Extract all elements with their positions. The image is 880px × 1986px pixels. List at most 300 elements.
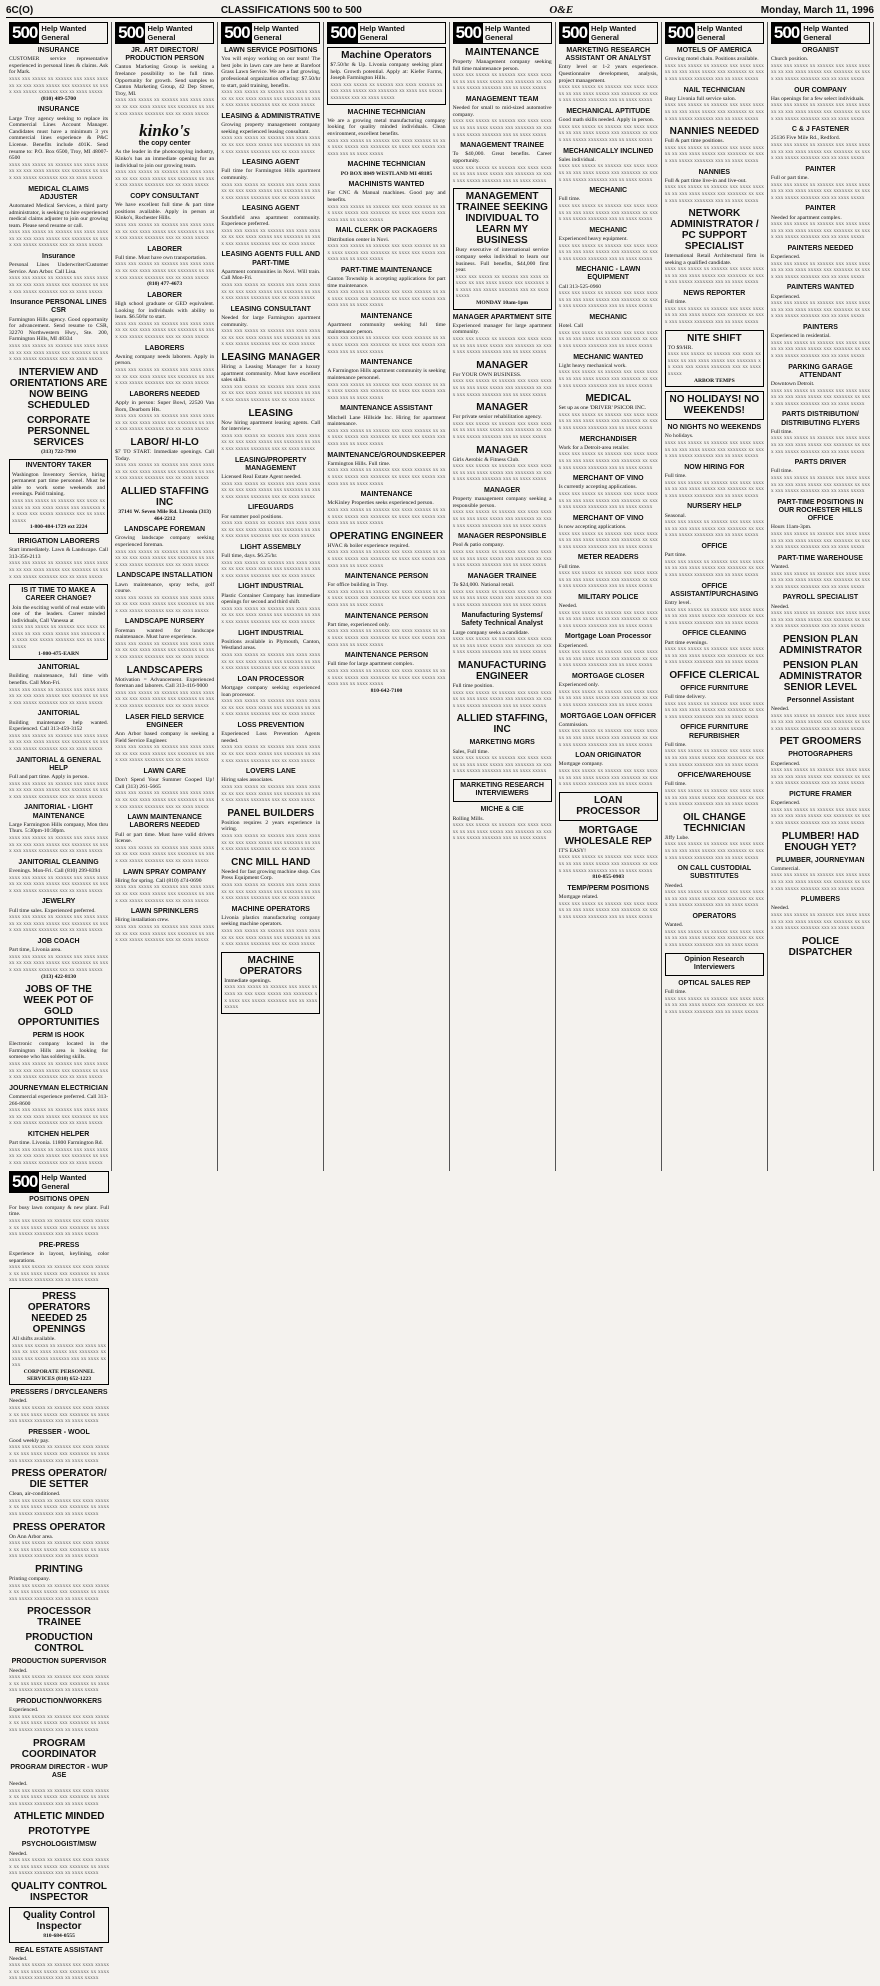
ad-title: MAINTENANCE ASSISTANT xyxy=(340,405,433,413)
ad-body: Hiring installation crew. xyxy=(115,917,170,924)
classified-ad xyxy=(665,330,764,388)
ad-title: JEWELRY xyxy=(41,898,76,906)
ad-fine-print: xxxx xxx xxxxx xx xxxxxx xxx xxxx xxxxxx xx xxx xxxx xxxxx xxx xxxxxxx xx xxxx xxx xxxxx xxxxxxx xxx xx xxxx xxxxx xyxy=(9,686,109,706)
ad-body: Building maintenance help wanted. Experienced. Call 313-459-3152 xyxy=(9,719,109,733)
classified-ad xyxy=(771,634,870,656)
ad-title: MANAGER xyxy=(476,444,528,456)
ad-fine-print: xxxx xxx xxxxx xx xxxxxx xxx xxxx xxxxxx xx xxx xxxx xxxxx xxx xxxxxxx xx xxxx xxx xxxxx xxxxxxx xxx xx xxxx xxxxx xyxy=(330,81,443,101)
masthead xyxy=(6,4,874,18)
ad-fine-print: xxxx xxx xxxxx xx xxxxxx xxx xxxx xxxxxx xx xxx xxxx xxxxx xxx xxxxxxx xx xxxx xxx xxxxx xxxxxxx xxx xx xxxx xxxxx xyxy=(558,900,658,920)
classified-ad xyxy=(115,908,214,944)
ad-body: Good math skills needed. Apply in person. xyxy=(558,117,655,124)
classified-ad xyxy=(771,499,870,551)
classified-ad xyxy=(9,1632,109,1654)
classified-ad xyxy=(771,555,870,591)
ad-contact: MONDAY 10am-1pm xyxy=(476,300,529,307)
ad-body: Part time evenings. xyxy=(664,639,708,646)
ad-title: MANAGEMENT TRAINEE SEEKING INDIVIDUAL TO LEARN MY BUSINESS xyxy=(456,191,548,247)
classified-column xyxy=(6,22,112,1171)
ad-title: MANUFACTURING ENGINEER xyxy=(457,660,547,683)
ad-title: PRESS OPERATOR/ DIE SETTER xyxy=(11,1468,107,1491)
ad-body: Full time for Farmington Hills apartment community. xyxy=(221,168,321,181)
ad-title: PRODUCTION CONTROL xyxy=(25,1632,93,1655)
classified-ad xyxy=(221,504,320,540)
ad-body: Building maintenance, full time with benefits. Call Mon-Fri. xyxy=(9,673,109,687)
classified-ad xyxy=(221,583,320,625)
classified-ad xyxy=(665,583,764,627)
classified-column xyxy=(768,22,874,1171)
classified-ad xyxy=(327,359,445,401)
classified-ad xyxy=(665,913,764,949)
ad-title: MANAGEMENT TEAM xyxy=(465,95,539,103)
ad-fine-print: xxxx xxx xxxxx xx xxxxxx xxx xxxx xxxxxx xx xxx xxxx xxxxx xxx xxxxxxx xx xxxx xxx xxxxx xxxxxxx xxx xx xxxx xxxxx xyxy=(327,588,446,609)
ad-fine-print: xxxx xxx xxxxx xx xxxxxx xxx xxxx xxxxxx xx xxx xxxx xxxxx xxx xxxxxxx xx xxxx xxx xxxxx xxxxxxx xxx xx xxxx xxxxx xyxy=(9,275,109,295)
ad-body: Positions available in Plymouth, Canton, Westland areas. xyxy=(221,638,321,652)
ad-fine-print: xxxx xxx xxxxx xx xxxxxx xxx xxxx xxxxxx xx xxx xxxx xxxxx xxx xxxxxxx xx xxxx xxx xxxxx xxxxxxx xxx xx xxxx xxxxx xyxy=(221,928,321,948)
classified-ad xyxy=(559,108,658,144)
classified-ad xyxy=(9,47,108,102)
classified-ad xyxy=(327,652,445,694)
ad-body: 25136 Five Mile Rd., Redford. xyxy=(770,135,841,142)
ad-body: Entry level or 1-2 years experience. Questionnaire development, analysis, project management. xyxy=(558,64,658,84)
ad-title: PRE-PRESS xyxy=(38,1241,80,1249)
ad-fine-print: xxxx xxx xxxxx xx xxxxxx xxx xxxx xxxxxx xx xxx xxxx xxxxx xxx xxxxxxx xx xxxx xxx xxxxx xxxxxxx xxx xx xxxx xxxxx xyxy=(221,89,321,109)
ad-title: INTERVIEW AND ORIENTATIONS ARE NOW BEING SCHEDULED xyxy=(9,366,108,411)
classified-ad xyxy=(115,193,214,242)
classified-ad xyxy=(327,47,445,105)
ad-title: OPERATING ENGINEER xyxy=(329,530,444,542)
classified-column xyxy=(450,22,556,1171)
classified-ad xyxy=(9,1947,109,1983)
ad-title: MAINTENANCE PERSON xyxy=(344,573,429,581)
ad-fine-print: xxxx xxx xxxxx xx xxxxxx xxx xxxx xxxxxx xx xxx xxxx xxxxx xxx xxxxxxx xx xxxx xxx xxxxx xxxxxxx xxx xx xxxx xxxxx xyxy=(770,260,870,280)
ad-fine-print: xxxx xxx xxxxx xx xxxxxx xxx xxxx xxxxxx xx xxx xxxx xxxxx xxx xxxxxxx xx xxxx xxx xxxxx xxxxxxx xxx xx xxxx xxxxx xyxy=(664,928,764,948)
ad-fine-print: xxxx xxx xxxxx xx xxxxxx xxx xxxx xxxxxx xx xxx xxxx xxxxx xxx xxxxxxx xx xxxx xxx xxxxx xxxxxxx xxx xx xxxx xxxxx xyxy=(664,700,764,720)
ad-title: JANITORIAL xyxy=(37,710,80,718)
section-header xyxy=(9,22,108,44)
ad-body: Mitchell Lane Hillside Inc. Hiring for apartment maintenance. xyxy=(327,414,446,428)
section-label-line1: Help Wanted xyxy=(359,24,405,33)
ad-fine-print: xxxx xxx xxxxx xx xxxxxx xxx xxxx xxxxxx xx xxx xxxx xxxxx xxx xxxxxxx xx xxxx xxx xxxxx xxxxxxx xxx xx xxxx xxxxx xyxy=(558,768,658,788)
ad-title: NO HOLIDAYS! NO WEEKENDS! xyxy=(669,394,760,417)
ad-body: Full time delivery. xyxy=(664,694,706,701)
ad-title: MERCHANDISER xyxy=(579,435,637,443)
ad-title: LIFEGUARDS xyxy=(248,504,294,512)
ad-body: Needed. xyxy=(9,1850,28,1857)
ad-title: PAINTER xyxy=(805,205,836,213)
ad-body: Needed. xyxy=(9,1398,28,1405)
ad-title: OPTICAL SALES REP xyxy=(678,979,751,987)
ad-title: LEASING AGENT xyxy=(242,159,300,167)
ad-contact: ARBOR TEMPS xyxy=(693,377,735,384)
ad-title: LOAN PROCESSOR xyxy=(576,794,641,817)
ad-title: CORPORATE PERSONNEL SERVICES xyxy=(26,414,91,448)
section-label-line1: Help Wanted xyxy=(41,1172,87,1182)
ad-title: INVENTORY TAKER xyxy=(25,462,92,470)
ad-title: MACHINE OPERATORS xyxy=(231,905,310,913)
ad-body: Commercial experience preferred. Call 313-266-8600 xyxy=(9,1094,109,1107)
ad-title: MECHANICALLY INCLINED xyxy=(563,147,654,155)
classified-ad xyxy=(453,739,552,775)
ad-body: Sales, Full time. xyxy=(452,748,489,755)
ad-fine-print: xxxx xxx xxxxx xx xxxxxx xxx xxxx xxxxxx xx xxx xxxx xxxxx xxx xxxxxxx xx xxxx xxx xxxxx xxxxxxx xxx xx xxxx xxxxx xyxy=(452,689,552,709)
ad-fine-print: xxxx xxx xxxxx xx xxxxxx xxx xxxx xxxxxx xx xxx xxxx xxxxx xxx xxxxxxx xx xxxx xxx xxxxx xxxxxxx xxx xx xxxx xxxxx xyxy=(452,548,552,569)
classified-ad xyxy=(771,736,870,747)
classified-ad xyxy=(559,885,658,921)
ad-fine-print: xxxx xxx xxxxx xx xxxxxx xxx xxxx xxxxxx xx xxx xxxx xxxxx xxx xxxxxxx xx xxxx xxx xxxxx xxxxxxx xxx xx xxxx xxxxx xyxy=(452,588,552,608)
ad-fine-print: xxxx xxx xxxxx xx xxxxxx xxx xxxx xxxxxx xx xxx xxxx xxxxx xxx xxxxxxx xx xxxx xxx xxxxx xxxxxxx xxx xx xxxx xxxxx xyxy=(452,636,552,656)
ad-title: Manufacturing Systems/ Safety Technical Analyst xyxy=(461,612,543,628)
ad-fine-print: xxxx xxx xxxxx xx xxxxxx xxx xxxx xxxxxx xx xxx xxxx xxxxx xxx xxxxxxx xx xxxx xxx xxxxx xxxxxxx xxx xx xxxx xxxxx xyxy=(221,135,321,155)
classified-ad xyxy=(771,87,870,123)
ad-contact: (810) 489-5700 xyxy=(41,95,77,102)
ad-body: For busy lawn company & new plant. Full time. xyxy=(9,1204,110,1218)
ad-body: Good weekly pay. xyxy=(9,1437,50,1444)
ad-title: MAINTENANCE xyxy=(360,313,413,321)
ad-fine-print: xxxx xxx xxxxx xx xxxxxx xxx xxxx xxxxxx xx xxx xxxx xxxxx xxx xxxxxxx xx xxxx xxx xxxxx xxxxxxx xxx xx xxxx xxxxx xyxy=(664,889,764,909)
section-label xyxy=(252,23,301,43)
ad-body: Growing property management company seeking experienced leasing consultant. xyxy=(221,122,321,135)
ad-body: Property Management company seeking full time maintenance person. xyxy=(452,59,552,72)
classified-column xyxy=(6,1171,112,1986)
ad-fine-print: xxxx xxx xxxxx xx xxxxxx xxx xxxx xxxxxx xx xxx xxxx xxxxx xxx xxxxxxx xx xxxx xxx xxxxx xxxxxxx xxx xx xxxx xxxxx xyxy=(327,506,446,527)
ad-contact: 810-684-0555 xyxy=(43,1932,75,1939)
ad-fine-print: xxxx xxx xxxxx xx xxxxxx xxx xxxx xxxxxx xx xxx xxxx xxxxx xxx xxxxxxx xx xxxx xxx xxxxx xxxxxxx xxx xx xxxx xxxxx xyxy=(327,203,446,223)
ad-fine-print: xxxx xxx xxxxx xx xxxxxx xxx xxxx xxxxxx xx xxx xxxx xxxxx xxx xxxxxxx xx xxxx xxx xxxxx xxxxxxx xxx xx xxxx xxxxx xyxy=(770,474,870,495)
ad-body: Mortgage company seeking experienced loan processor. xyxy=(221,685,321,698)
classified-ad xyxy=(665,126,764,164)
classified-ad xyxy=(327,573,445,609)
ad-body: Plastic Container Company has immediate openings for second and third shift. xyxy=(221,592,321,606)
ad-fine-print: xxxx xxx xxxxx xx xxxxxx xxx xxxx xxxxxx xx xxx xxxx xxxxx xxx xxxxxxx xx xxxx xxx xxxxx xxxxxxx xxx xx xxxx xxxxx xyxy=(558,728,658,748)
ad-title: PRODUCTION/WORKERS xyxy=(16,1697,102,1705)
ad-title: Insurance xyxy=(42,253,76,261)
ad-title: IRRIGATION LABORERS xyxy=(17,537,100,545)
classified-ad xyxy=(771,831,870,853)
ad-fine-print: xxxx xxx xxxxx xx xxxxxx xxx xxxx xxxxxx xx xxx xxxx xxxxx xxx xxxxxxx xx xxxx xxx xxxxx xxxxxxx xxx xx xxxx xxxxx xyxy=(9,953,109,973)
ad-title: MORTGAGE WHOLESALE REP xyxy=(564,824,652,847)
classified-ad xyxy=(771,245,870,281)
ad-fine-print: xxxx xxx xxxxx xx xxxxxx xxx xxxx xxxxxx xx xxx xxxx xxxxx xxx xxxxxxx xx xxxx xxx xxxxx xxxxxxx xxx xx xxxx xxxxx xyxy=(664,144,764,164)
classified-ad xyxy=(665,169,764,205)
classified-ad xyxy=(9,710,108,752)
ad-body: Busy executive of international service company seeks individual to learn our business. Full benefits, $44,000 first year. xyxy=(455,247,549,274)
ad-fine-print: xxxx xxx xxxxx xx xxxxxx xxx xxxx xxxxxx xx xxx xxxx xxxxx xxx xxxxxxx xx xxxx xxx xxxxx xxxxxxx xxx xx xxxx xxxxx xyxy=(12,624,106,651)
ad-title: PRODUCTION SUPERVISOR xyxy=(11,1658,107,1666)
ad-title: LANDSCAPE INSTALLATION xyxy=(116,572,213,580)
ad-fine-print: xxxx xxx xxxxx xx xxxxxx xxx xxxx xxxxxx xx xxx xxxx xxxxx xxx xxxxxxx xx xxxx xxx xxxxx xxxxxxx xxx xx xxxx xxxxx xyxy=(558,609,658,629)
ad-body: Position requires 2 years experience in wiring. xyxy=(221,819,321,833)
ad-title: ON CALL CUSTODIAL SUBSTITUTES xyxy=(677,865,752,881)
ad-body: Full and part time. Apply in person. xyxy=(9,774,89,781)
ad-fine-print: xxxx xxx xxxxx xx xxxxxx xxx xxxx xxxxxx xx xxx xxxx xxxxx xxx xxxxxxx xx xxxx xxx xxxxx xxxxxxx xxx xx xxxx xxxxx xyxy=(115,594,215,614)
ad-title: Personnel Assistant xyxy=(786,696,854,704)
ad-body: Canton Township is accepting applications for part time maintenance. xyxy=(327,276,446,289)
classified-ad xyxy=(453,779,552,802)
ad-fine-print: xxxx xxx xxxxx xx xxxxxx xxx xxxx xxxxxx xx xxx xxxx xxxxx xxx xxxxxxx xx xxxx xxx xxxxx xxxxxxx xxx xx xxxx xxxxx xyxy=(9,914,109,934)
ad-body: Full time. xyxy=(558,563,581,570)
ad-body: $7 TO START. Immediate openings. Call Today. xyxy=(115,448,215,462)
ad-title: PLUMBERS xyxy=(800,896,841,904)
classified-ad xyxy=(665,812,764,861)
ad-fine-print: xxxx xxx xxxxx xx xxxxxx xxx xxxx xxxxxx xx xxx xxxx xxxxx xxx xxxxxxx xx xxxx xxx xxxxx xxxxxxx xxx xx xxxx xxxxx xyxy=(452,463,552,483)
ad-body: Ann Arbor based company is seeking a Field Service Engineer. xyxy=(115,731,215,744)
ad-body: HVAC & boiler experience required. xyxy=(327,542,410,549)
classified-ad xyxy=(453,573,552,609)
ad-fine-print: xxxx xxx xxxxx xx xxxxxx xxx xxxx xxxxxx xx xxx xxxx xxxxx xxx xxxxxxx xx xxxx xxx xxxxx xxxxxxx xxx xx xxxx xxxxx xyxy=(558,290,658,310)
classified-ad xyxy=(9,1811,109,1822)
classified-ad xyxy=(771,857,870,893)
ad-title: MANAGER APARTMENT SITE xyxy=(452,313,552,321)
ad-body: Full or part time. Must have valid drivers license. xyxy=(115,831,215,845)
ad-body: Set up as one 'DRIVER' PSICOR INC. xyxy=(558,405,646,412)
classified-ad xyxy=(559,633,658,669)
ad-title: PLUMBER, JOURNEYMAN xyxy=(776,856,865,864)
ad-body: Busy Livonia full service salon. xyxy=(664,95,737,102)
ad-title: JR. ART DIRECTOR/ PRODUCTION PERSON xyxy=(125,47,204,63)
ad-body: Growing landscape company seeking experienced foreman. xyxy=(115,535,215,548)
ad-body: Experienced only. xyxy=(558,682,600,689)
ad-body: On Ann Arbor area. xyxy=(9,1533,54,1540)
ad-fine-print: xxxx xxx xxxxx xx xxxxxx xxx xxxx xxxxxx xx xxx xxxx xxxxx xxx xxxxxxx xx xxxx xxx xxxxx xxxxxxx xxx xx xxxx xxxxx xyxy=(452,118,552,138)
classified-ad xyxy=(771,126,870,162)
ad-body: Hiring for spring. Call (810) 474-0690 xyxy=(115,877,202,884)
classified-ad xyxy=(327,161,445,177)
classified-ad xyxy=(115,572,214,614)
ad-body: Call 313-525-0960 xyxy=(558,283,602,290)
ad-title: MACHINE TECHNICIAN xyxy=(347,108,426,116)
classified-ad xyxy=(665,464,764,500)
ad-fine-print: xxxx xxx xxxxx xx xxxxxx xxx xxxx xxxxxx xx xxx xxxx xxxxx xxx xxxxxxx xx xxxx xxx xxxxx xxxxxxx xxx xx xxxx xxxxx xyxy=(115,261,215,281)
ad-title: COPY CONSULTANT xyxy=(130,192,200,200)
ad-title: C & J FASTENER xyxy=(791,126,850,134)
ad-fine-print: xxxx xxx xxxxx xx xxxxxx xxx xxxx xxxxxx xx xxx xxxx xxxxx xxx xxxxxxx xx xxxx xxx xxxxx xxxxxxx xxx xx xxxx xxxxx xyxy=(770,872,870,892)
ad-title: MANAGER TRAINEE xyxy=(467,572,537,580)
ad-title: INSURANCE xyxy=(37,47,80,54)
ad-body: Needed. xyxy=(9,1667,28,1674)
ad-fine-print: xxxx xxx xxxxx xx xxxxxx xxx xxxx xxxxxx xx xxx xxxx xxxxx xxx xxxxxxx xx xxxx xxx xxxxx xxxxxxx xxx xx xxxx xxxxx xyxy=(221,832,321,853)
ad-fine-print: xxxx xxx xxxxx xx xxxxxx xxx xxxx xxxxxx xx xxx xxxx xxxxx xxx xxxxxxx xx xxxx xxx xxxxx xxxxxxx xxx xx xxxx xxxxx xyxy=(664,440,764,460)
ad-title: LAWN MAINTENANCE LABORERS NEEDED xyxy=(127,814,202,830)
ad-body: Lawn maintenance, spray techs, golf course. xyxy=(115,581,215,595)
ad-body: Full time position. xyxy=(452,683,494,690)
ad-title: CNC MILL HAND xyxy=(231,856,311,868)
ad-title: PARKING GARAGE ATTENDANT xyxy=(788,363,853,379)
ad-body: Experienced in residential. xyxy=(770,333,831,340)
ad-title: MORTGAGE LOAN OFFICER xyxy=(560,712,657,720)
ad-title: PET GROOMERS xyxy=(779,736,862,748)
classified-column xyxy=(112,22,218,1171)
ad-title: MARKETING RESEARCH INTERVIEWERS xyxy=(460,782,544,798)
classified-ad xyxy=(665,685,764,721)
paper-name: O&E xyxy=(549,4,574,16)
ad-title: MACHINE TECHNICIAN xyxy=(347,161,426,169)
ad-fine-print: xxxx xxx xxxxx xx xxxxxx xxx xxxx xxxxxx xx xxx xxxx xxxxx xxx xxxxxxx xx xxxx xxx xxxxx xxxxxxx xxx xx xxxx xxxxx xyxy=(558,123,658,143)
ad-title: MERCHANT OF VINO xyxy=(572,475,644,483)
classified-ad xyxy=(771,284,870,320)
classified-ad xyxy=(9,1907,109,1943)
classified-ad xyxy=(221,408,320,453)
ad-body: Part time. Livonia. 11800 Farmington Rd. xyxy=(9,1140,103,1147)
classified-ad xyxy=(115,121,214,189)
ad-title: LABORER xyxy=(147,245,182,253)
ad-fine-print: xxxx xxx xxxxx xx xxxxxx xxx xxxx xxxxxx xx xxx xxxx xxxxx xxx xxxxxxx xx xxxx xxx xxxxx xxxxxxx xxx xx xxxx xxxxx xyxy=(327,668,446,688)
section-number: 500 xyxy=(12,1171,38,1191)
ad-fine-print: xxxx xxx xxxxx xx xxxxxx xxx xxxx xxxxxx xx xxx xxxx xxxxx xxx xxxxxxx xx xxxx xxx xxxxx xxxxxxx xxx xx xxxx xxxxx xyxy=(115,844,215,864)
ad-fine-print: xxxx xxx xxxxx xx xxxxxx xxx xxxx xxxxxx xx xxx xxxx xxxxx xxx xxxxxxx xx xxxx xxx xxxxx xxxxxxx xxx xx xxxx xxxxx xyxy=(452,420,552,440)
classified-ad xyxy=(771,411,870,455)
ad-fine-print: xxxx xxx xxxxx xx xxxxxx xxx xxxx xxxxxx xx xxx xxxx xxxxx xxx xxxxxxx xx xxxx xxx xxxxx xxxxxxx xxx xx xxxx xxxxx xyxy=(221,698,321,718)
ad-title: POSITIONS OPEN xyxy=(29,1195,89,1203)
ad-body: Full or part time. xyxy=(770,174,809,181)
ad-body: You will enjoy working on our team! The best jobs in lawn care are here at Barefoot Grass Lawn Service. We are a fast growing, professional organization offering: $7.50/hr to start, paid training, benefits. xyxy=(221,56,321,89)
ad-fine-print: xxxx xxx xxxxx xx xxxxxx xxx xxxx xxxxxx xx xxx xxxx xxxxx xxx xxxxxxx xx xxxx xxx xxxxx xxxxxxx xxx xx xxxx xxxxx xyxy=(9,161,109,181)
classified-ad xyxy=(771,205,870,241)
classified-ad xyxy=(665,87,764,123)
ad-fine-print: xxxx xxx xxxxx xx xxxxxx xxx xxxx xxxxxx xx xxx xxxx xxxxx xxx xxxxxxx xx xxxx xxx xxxxx xxxxxxx xxx xx xxxx xxxxx xyxy=(221,881,321,902)
ad-title: REAL ESTATE ASSISTANT xyxy=(14,1946,104,1954)
classified-ad xyxy=(665,670,764,681)
ad-fine-print: xxxx xxx xxxxx xx xxxxxx xxx xxxx xxxxxx xx xxx xxxx xxxxx xxx xxxxxxx xx xxxx xxx xxxxx xxxxxxx xxx xx xxxx xxxxx xyxy=(327,137,446,157)
classified-ad xyxy=(559,752,658,788)
ad-body: Commercial. xyxy=(770,865,800,872)
section-header xyxy=(327,22,445,44)
ad-body: High school graduate or GED equivalent. Looking for individuals with ability to learn. $6.50/hr to start. xyxy=(115,301,215,321)
classified-ad xyxy=(327,405,445,447)
ad-title: PRESSER - WOOL xyxy=(28,1428,90,1436)
ad-title: NANNIES NEEDED xyxy=(669,126,760,138)
classified-ad xyxy=(559,187,658,223)
ad-body: Foreman wanted for landscape maintenance. Must have experience. xyxy=(115,627,215,641)
classified-ad xyxy=(221,47,320,109)
classified-ad xyxy=(9,1196,109,1238)
ad-title: ORGANIST xyxy=(801,47,839,54)
ad-body: Farmington Hills agency. Good opportunity for advancement. Send resume to CSR, 32270 Northwestern Hwy., Ste. 200, Farmington Hills, MI 48334 xyxy=(9,316,109,343)
section-label xyxy=(39,1172,88,1192)
ad-fine-print: xxxx xxx xxxxx xx xxxxxx xxx xxxx xxxxxx xx xxx xxxx xxxxx xxx xxxxxxx xx xxxx xxx xxxxx xxxxxxx xxx xx xxxx xxxxx xyxy=(770,712,870,732)
ad-title: NETWORK ADMINISTRATOR / PC SUPPORT SPECIALIST xyxy=(670,208,759,253)
ad-body: Experienced. xyxy=(770,760,801,767)
section-label xyxy=(483,23,532,43)
ad-fine-print: xxxx xxx xxxxx xx xxxxxx xxx xxxx xxxxxx xx xxx xxxx xxxxx xxx xxxxxxx xx xxxx xxx xxxxx xxxxxxx xxx xx xxxx xxxxx xyxy=(221,181,321,201)
section-header xyxy=(453,22,552,44)
ad-body: Hours 11am-3pm. xyxy=(770,524,812,531)
ad-body: Apply in person: Super Bowl, 22520 Van Born, Dearborn Hts. xyxy=(115,400,215,413)
ad-title: MECHANICAL APTITUDE xyxy=(566,107,651,115)
ad-body: Full time. xyxy=(664,741,687,748)
classified-ad xyxy=(771,660,870,693)
classified-ad xyxy=(221,205,320,247)
classified-ad xyxy=(9,1389,109,1425)
ad-body: Mortgage company. xyxy=(558,761,604,768)
ad-fine-print: xxxx xxx xxxxx xx xxxxxx xxx xxxx xxxxxx xx xxx xxxx xxxxx xxx xxxxxxx xx xxxx xxx xxxxx xxxxxxx xxx xx xxxx xxxxx xyxy=(221,783,321,804)
classified-ad xyxy=(771,697,870,733)
ad-contact: CORPORATE PERSONNEL SERVICES (810) 652-1223 xyxy=(23,1368,95,1382)
ad-fine-print: xxxx xxx xxxxx xx xxxxxx xxx xxxx xxxxxx xx xxx xxxx xxxxx xxx xxxxxxx xx xxxx xxx xxxxx xxxxxxx xxx xx xxxx xxxxx xyxy=(9,732,109,753)
classified-ad xyxy=(559,713,658,749)
ad-body: Needed. xyxy=(770,706,790,713)
ad-body: Growing motel chain. Positions available. xyxy=(664,56,759,63)
section-label-line1: Help Wanted xyxy=(803,24,849,33)
ad-fine-print: xxxx xxx xxxxx xx xxxxxx xxx xxxx xxxxxx xx xxx xxxx xxxxx xxx xxxxxxx xx xxxx xxx xxxxx xxxxxxx xxx xx xxxx xxxxx xyxy=(558,242,658,262)
ad-fine-print: xxxx xxx xxxxx xx xxxxxx xxx xxxx xxxxxx xx xxx xxxx xxxxx xxx xxxxxxx xx xxxx xxx xxxxx xxxxxxx xxx xx xxxx xxxxx xyxy=(115,97,215,117)
section-label-line2: General xyxy=(41,1181,70,1191)
classified-ad xyxy=(327,452,445,488)
section-number: 500 xyxy=(773,23,800,42)
ad-title: LOSS PREVENTION xyxy=(237,722,305,729)
ad-body: TO $9/HR. xyxy=(667,344,693,351)
section-number: 500 xyxy=(330,23,356,42)
ad-fine-print: xxxx xxx xxxxx xx xxxxxx xxx xxxx xxxxxx xx xxx xxxx xxxxx xxx xxxxxxx xx xxxx xxx xxxxx xxxxxxx xxx xx xxxx xxxxx xyxy=(9,343,109,363)
ad-contact: (313) 422-8130 xyxy=(41,973,77,980)
ad-title: LEASING & ADMINISTRATIVE xyxy=(221,112,321,120)
classified-ad xyxy=(327,267,445,309)
ad-title: IS IT TIME TO MAKE A CAREER CHANGE? xyxy=(21,587,96,603)
section-label xyxy=(695,23,744,43)
section-number: 500 xyxy=(667,23,694,42)
ad-title: MECHANIC WANTED xyxy=(573,353,644,361)
classified-ad xyxy=(771,364,870,408)
ad-title: OPERATORS xyxy=(692,912,737,920)
ad-fine-print: xxxx xxx xxxxx xx xxxxxx xxx xxxx xxxxxx xx xxx xxxx xxxxx xxx xxxxxxx xx xxxx xxx xxxxx xxxxxxx xxx xx xxxx xxxxx xyxy=(327,381,446,401)
ad-title: PRESS OPERATOR xyxy=(12,1521,106,1533)
ad-body: Downtown Detroit. xyxy=(770,381,815,388)
classified-ad xyxy=(665,953,764,976)
ad-body: Needed. xyxy=(664,882,684,889)
ad-title: NOW HIRING FOR xyxy=(684,463,745,471)
ad-fine-print: xxxx xxx xxxxx xx xxxxxx xxx xxxx xxxxxx xx xxx xxxx xxxxx xxx xxxxxxx xx xxxx xxx xxxxx xxxxxxx xxx xx xxxx xxxxx xyxy=(770,767,870,787)
classified-ad xyxy=(453,142,552,184)
ad-title: MECHANIC - LAWN EQUIPMENT xyxy=(575,266,641,282)
ad-fine-print: xxxx xxx xxxxx xx xxxxxx xxx xxxx xxxxxx xx xxx xxxx xxxxx xxx xxxxxxx xx xxxx xxx xxxxx xxxxxxx xxx xx xxxx xxxxx xyxy=(558,369,658,389)
ad-fine-print: xxxx xxx xxxxx xx xxxxxx xxx xxxx xxxxxx xx xxx xxxx xxxxx xxx xxxxxxx xx xxxx xxx xxxxx xxxxxxx xxx xx xxxx xxxxx xyxy=(558,84,658,104)
classified-ad xyxy=(559,475,658,511)
ad-fine-print: xxxx xxx xxxxx xx xxxxxx xxx xxxx xxxxxx xx xxx xxxx xxxxx xxx xxxxxxx xx xxxx xxx xxxxx xxxxxxx xxx xx xxxx xxxxx xyxy=(664,184,764,204)
classified-ad xyxy=(9,1764,109,1808)
classified-ad xyxy=(327,109,445,158)
ad-title: MECHANIC xyxy=(589,226,628,234)
ad-fine-print: xxxx xxx xxxxx xx xxxxxx xxx xxxx xxxxxx xx xxx xxxx xxxxx xxx xxxxxxx xx xxxx xxx xxxxx xxxxxxx xxx xx xxxx xxxxx xyxy=(115,884,215,904)
ad-title: MANAGER xyxy=(484,486,521,494)
ad-title: LABOR/ HI-LO xyxy=(130,436,199,448)
ad-fine-print: xxxx xxx xxxxx xx xxxxxx xxx xxxx xxxxxx xx xxx xxxx xxxxx xxx xxxxxxx xx xxxx xxx xxxxx xxxxxxx xxx xx xxxx xxxxx xyxy=(115,548,215,568)
ad-fine-print: xxxx xxx xxxxx xx xxxxxx xxx xxxx xxxxxx xx xxx xxxx xxxxx xxx xxxxxxx xx xxxx xxx xxxxx xxxxxxx xxx xx xxxx xxxxx xyxy=(452,509,552,529)
page-number: 6C(O) xyxy=(6,5,34,16)
ad-body: A Farmington Hills apartment community is seeking maintenance personnel. xyxy=(327,368,446,382)
ad-title: MARKETING MGRS xyxy=(469,739,535,747)
ad-title: MERCHANT OF VINO xyxy=(572,514,644,522)
classified-ad xyxy=(115,714,214,764)
classified-ad xyxy=(115,526,214,568)
ad-fine-print: xxxx xxx xxxxx xx xxxxxx xxx xxxx xxxxxx xx xxx xxxx xxxxx xxx xxxxxxx xx xxxx xxx xxxxx xxxxxxx xxx xx xxxx xxxxx xyxy=(558,570,658,590)
classified-ad xyxy=(665,424,764,460)
ad-title: LOAN ORIGINATOR xyxy=(575,752,642,760)
ad-fine-print: xxxx xxx xxxxx xx xxxxxx xxx xxxx xxxxxx xx xxx xxxx xxxxx xxx xxxxxxx xx xxxx xxx xxxxx xxxxxxx xxx xx xxxx xxxxx xyxy=(9,1264,110,1284)
ad-fine-print: xxxx xxx xxxxx xx xxxxxx xxx xxxx xxxxxx xx xxx xxxx xxxxx xxx xxxxxxx xx xxxx xxx xxxxx xxxxxxx xxx xx xxxx xxxxx xyxy=(115,367,215,387)
classified-ad xyxy=(9,1288,109,1385)
classified-ad xyxy=(559,792,658,821)
ad-title: MEDICAL xyxy=(585,393,631,405)
ad-fine-print: xxxx xxx xxxxx xx xxxxxx xxx xxxx xxxxxx xx xxx xxxx xxxxx xxx xxxxxxx xx xxxx xxx xxxxx xxxxxxx xxx xx xxxx xxxxx xyxy=(770,530,870,551)
classified-ad xyxy=(771,324,870,360)
ad-body: Hiring sales associates. xyxy=(221,777,274,784)
ad-title: LABORERS xyxy=(145,344,185,352)
classified-ad xyxy=(221,159,320,201)
ad-title: ATHLETIC MINDED xyxy=(13,1811,105,1823)
ad-body: Automated Medical Services, a third party administrator, is seeking to hire experienced medical claims adjuster to join our growing team. Please send resume or call. xyxy=(9,202,109,229)
ad-body: For CNC & Manual machines. Good pay and benefits. xyxy=(327,190,446,203)
ad-body: Full time sales. Experienced preferred. xyxy=(9,907,96,914)
